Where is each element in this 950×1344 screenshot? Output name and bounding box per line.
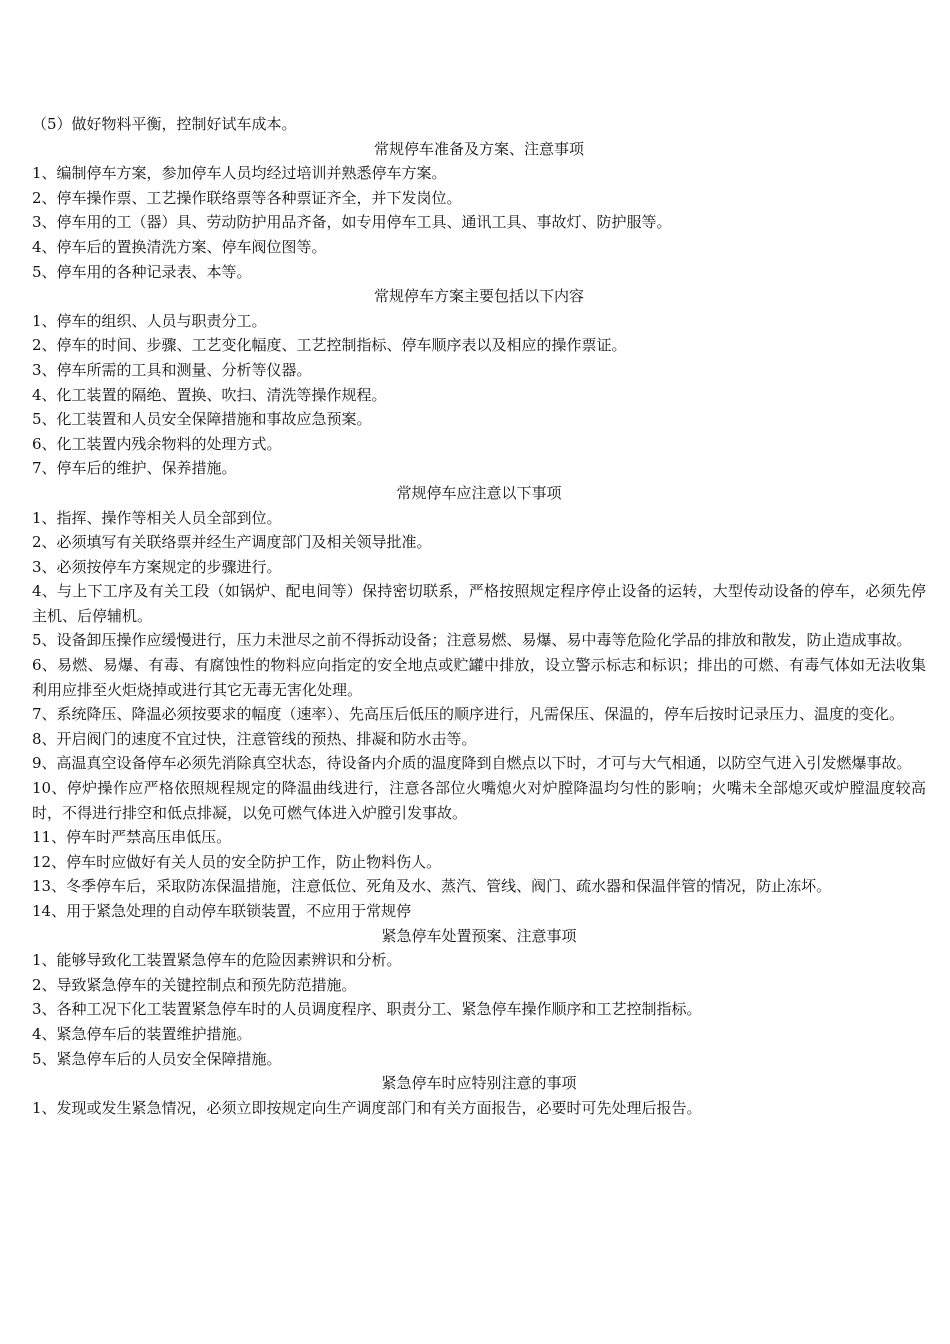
list-item: 6、化工装置内残余物料的处理方式。 [32, 434, 282, 453]
section-heading: 常规停车方案主要包括以下内容 [373, 287, 584, 306]
list-item: 3、必须按停车方案规定的步骤进行。 [32, 557, 282, 576]
list-item: 5、停车用的各种记录表、本等。 [32, 262, 252, 281]
list-item: 1、停车的组织、人员与职责分工。 [32, 311, 267, 330]
list-item: 4、停车后的置换清洗方案、停车阀位图等。 [32, 237, 327, 256]
list-item: 1、指挥、操作等相关人员全部到位。 [32, 508, 282, 527]
list-item: 1、能够导致化工装置紧急停车的危险因素辨识和分析。 [32, 951, 402, 970]
list-item: 2、导致紧急停车的关键控制点和预先防范措施。 [32, 975, 357, 994]
list-item: 7、停车后的维护、保养措施。 [32, 459, 237, 478]
list-item: 4、与上下工序及有关工段（如锅炉、配电间等）保持密切联系，严格按照规定程序停止设备的运转，大型传动设备的停车，必须先停主机、后停辅机。 [32, 582, 926, 625]
list-item: 3、停车用的工（器）具、劳动防护用品齐备，如专用停车工具、通讯工具、事故灯、防护服等。 [32, 213, 672, 232]
list-item: 1、发现或发生紧急情况，必须立即按规定向生产调度部门和有关方面报告，必要时可先处理后报告。 [32, 1098, 702, 1117]
list-item: 1、编制停车方案，参加停车人员均经过培训并熟悉停车方案。 [32, 164, 447, 183]
section-heading: 紧急停车时应特别注意的事项 [381, 1074, 577, 1093]
section-heading: 紧急停车处置预案、注意事项 [381, 926, 577, 945]
list-item: 2、停车的时间、步骤、工艺变化幅度、工艺控制指标、停车顺序表以及相应的操作票证。 [32, 336, 627, 355]
list-item: 10、停炉操作应严格依照规程规定的降温曲线进行，注意各部位火嘴熄火对炉膛降温均匀性的影响；火嘴未全部熄灭或炉膛温度较高时，不得进行排空和低点排凝，以免可燃气体进入炉膛引发事故。 [32, 779, 926, 822]
list-item: 11、停车时严禁高压串低压。 [32, 828, 232, 847]
list-item: 7、系统降压、降温必须按要求的幅度（速率）、先高压后低压的顺序进行，凡需保压、保温的，停车后按时记录压力、温度的变化。 [32, 705, 905, 724]
list-item: 2、停车操作票、工艺操作联络票等各种票证齐全，并下发岗位。 [32, 188, 462, 207]
list-item: 12、停车时应做好有关人员的安全防护工作，防止物料伤人。 [32, 852, 442, 871]
list-item: 3、停车所需的工具和测量、分析等仪器。 [32, 360, 312, 379]
list-item: 8、开启阀门的速度不宜过快，注意管线的预热、排凝和防水击等。 [32, 729, 477, 748]
list-item: 13、冬季停车后，采取防冻保温措施，注意低位、死角及水、蒸汽、管线、阀门、疏水器和保温伴管的情况，防止冻坏。 [32, 877, 832, 896]
list-item: 5、设备卸压操作应缓慢进行，压力未泄尽之前不得拆动设备；注意易燃、易爆、易中毒等危险化学品的排放和散发，防止造成事故。 [32, 631, 912, 650]
document-body [32, 112, 926, 1120]
list-item: 5、紧急停车后的人员安全保障措施。 [32, 1049, 282, 1068]
intro-line: （5）做好物料平衡，控制好试车成本。 [32, 115, 297, 133]
list-item: 4、紧急停车后的装置维护措施。 [32, 1024, 252, 1043]
list-item: 2、必须填写有关联络票并经生产调度部门及相关领导批准。 [32, 533, 432, 552]
list-item: 4、化工装置的隔绝、置换、吹扫、清洗等操作规程。 [32, 385, 387, 404]
list-item: 5、化工装置和人员安全保障措施和事故应急预案。 [32, 410, 372, 429]
list-item: 6、易燃、易爆、有毒、有腐蚀性的物料应向指定的安全地点或贮罐中排放，设立警示标志和标识；排出的可燃、有毒气体如无法收集利用应排至火炬烧掉或进行其它无毒无害化处理。 [32, 656, 926, 699]
section-heading: 常规停车准备及方案、注意事项 [373, 139, 584, 158]
section-heading: 常规停车应注意以下事项 [396, 483, 562, 502]
list-item: 14、用于紧急处理的自动停车联锁装置，不应用于常规停 [32, 902, 412, 920]
list-item: 9、高温真空设备停车必须先消除真空状态，待设备内介质的温度降到自燃点以下时，才可与大气相通，以防空气进入引发燃爆事故。 [32, 754, 912, 773]
list-item: 3、各种工况下化工装置紧急停车时的人员调度程序、职责分工、紧急停车操作顺序和工艺控制指标。 [32, 1000, 702, 1019]
